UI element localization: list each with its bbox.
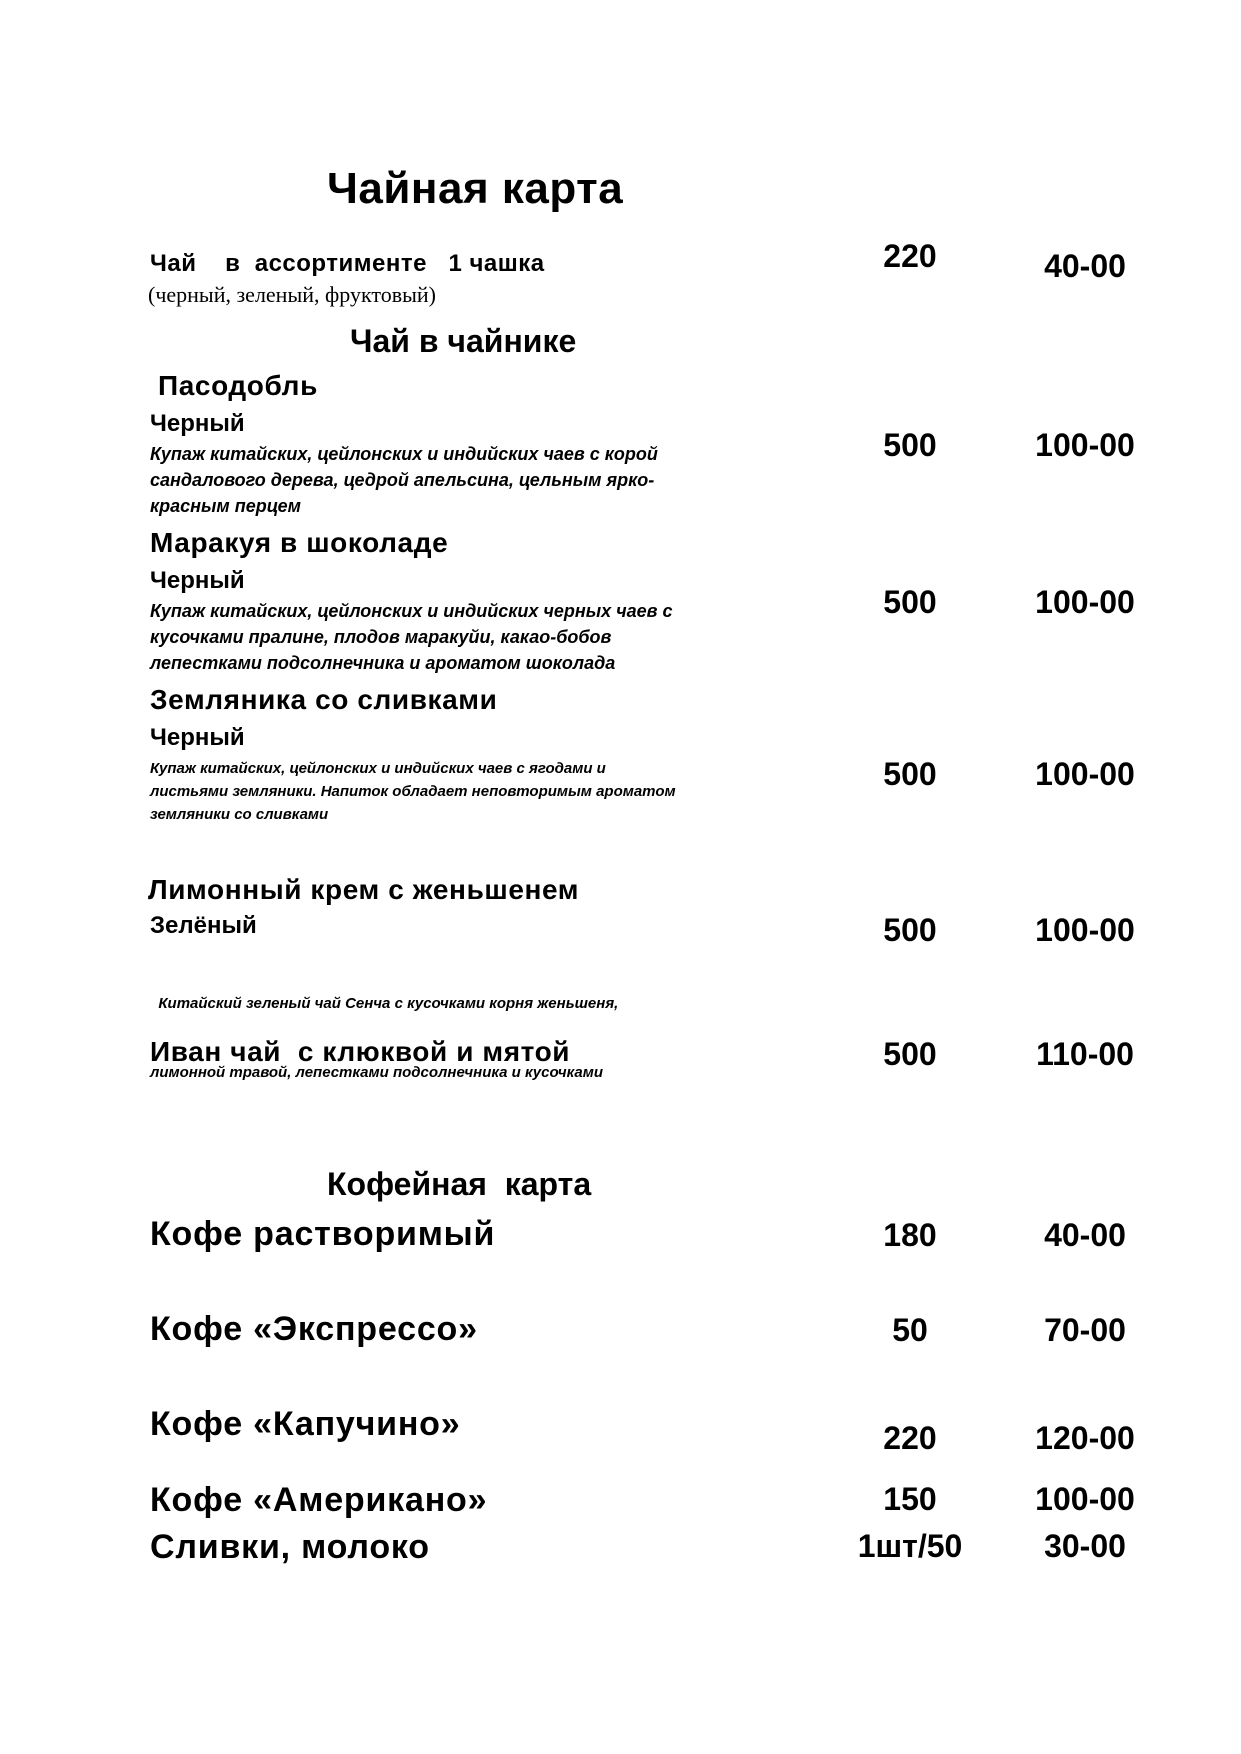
item-name: Чай в ассортименте 1 чашка [150, 250, 545, 277]
pot-section-title: Чай в чайнике [350, 323, 577, 359]
coffee-menu-title: Кофейная карта [327, 1166, 592, 1202]
description-line: листьями земляники. Напиток обладает неповторимым ароматом [150, 783, 676, 800]
description-line: красным перцем [150, 496, 301, 516]
description-line: лепестками подсолнечника и ароматом шоколада [150, 653, 616, 673]
item-kind: Черный [150, 567, 245, 594]
item-price: 30-00 [1044, 1528, 1126, 1564]
item-volume: 500 [883, 584, 937, 620]
item-volume: 50 [892, 1312, 928, 1348]
item-kind: Черный [150, 724, 245, 751]
item-price: 100-00 [1035, 1481, 1135, 1517]
description-line: Купаж китайских, цейлонских и индийских чаев с ягодами и [150, 760, 606, 777]
item-volume: 150 [883, 1481, 937, 1517]
item-volume: 220 [883, 1420, 937, 1456]
item-name: Кофе «Экспрессо» [150, 1310, 478, 1348]
item-price: 110-00 [1036, 1036, 1134, 1072]
item-volume: 180 [883, 1217, 937, 1253]
item-volume: 1шт/50 [857, 1528, 963, 1564]
item-note: (черный, зеленый, фруктовый) [148, 282, 436, 307]
item-description [150, 598, 673, 676]
item-name: Сливки, молоко [150, 1528, 430, 1566]
item-name: Кофе «Капучино» [150, 1405, 461, 1443]
tea-menu-title: Чайная карта [327, 164, 624, 213]
description-line: кусочками пралине, плодов маракуйи, какао-бобов [150, 627, 612, 647]
item-description [150, 757, 676, 826]
description-line: Китайский зеленый чай Сенча с кусочками корня женьшеня, [150, 995, 619, 1012]
item-volume: 500 [883, 912, 937, 948]
item-kind: Черный [150, 410, 245, 437]
item-volume: 220 [883, 238, 937, 274]
item-volume: 500 [883, 427, 937, 463]
item-price: 100-00 [1035, 756, 1135, 792]
item-price: 70-00 [1044, 1312, 1126, 1348]
item-name: Земляника со сливками [150, 684, 498, 715]
item-name: Пасодобль [158, 370, 318, 401]
item-description [150, 441, 658, 519]
item-price: 40-00 [1044, 1217, 1126, 1253]
item-name: Кофе растворимый [150, 1215, 496, 1253]
item-volume: 500 [883, 1036, 937, 1072]
item-name: Лимонный крем с женьшенем [148, 874, 580, 905]
item-price: 40-00 [1044, 248, 1126, 284]
item-kind: Зелёный [150, 912, 257, 939]
item-name: Маракуя в шоколаде [150, 527, 449, 558]
item-price: 100-00 [1035, 427, 1135, 463]
item-price: 120-00 [1035, 1420, 1135, 1456]
description-line: лимонной травой, лепестками подсолнечника и кусочками [150, 1064, 604, 1081]
description-line: сандалового дерева, цедрой апельсина, цельным ярко- [150, 470, 655, 490]
item-price: 100-00 [1035, 912, 1135, 948]
description-line: земляники со сливками [150, 806, 329, 823]
item-volume: 500 [883, 756, 937, 792]
item-name: Иван чай с клюквой и мятой [150, 1036, 571, 1067]
description-line: Купаж китайских, цейлонских и индийских черных чаев с [150, 601, 673, 621]
item-name: Кофе «Американо» [150, 1481, 488, 1519]
item-price: 100-00 [1035, 584, 1135, 620]
description-line: Купаж китайских, цейлонских и индийских чаев с корой [150, 444, 658, 464]
